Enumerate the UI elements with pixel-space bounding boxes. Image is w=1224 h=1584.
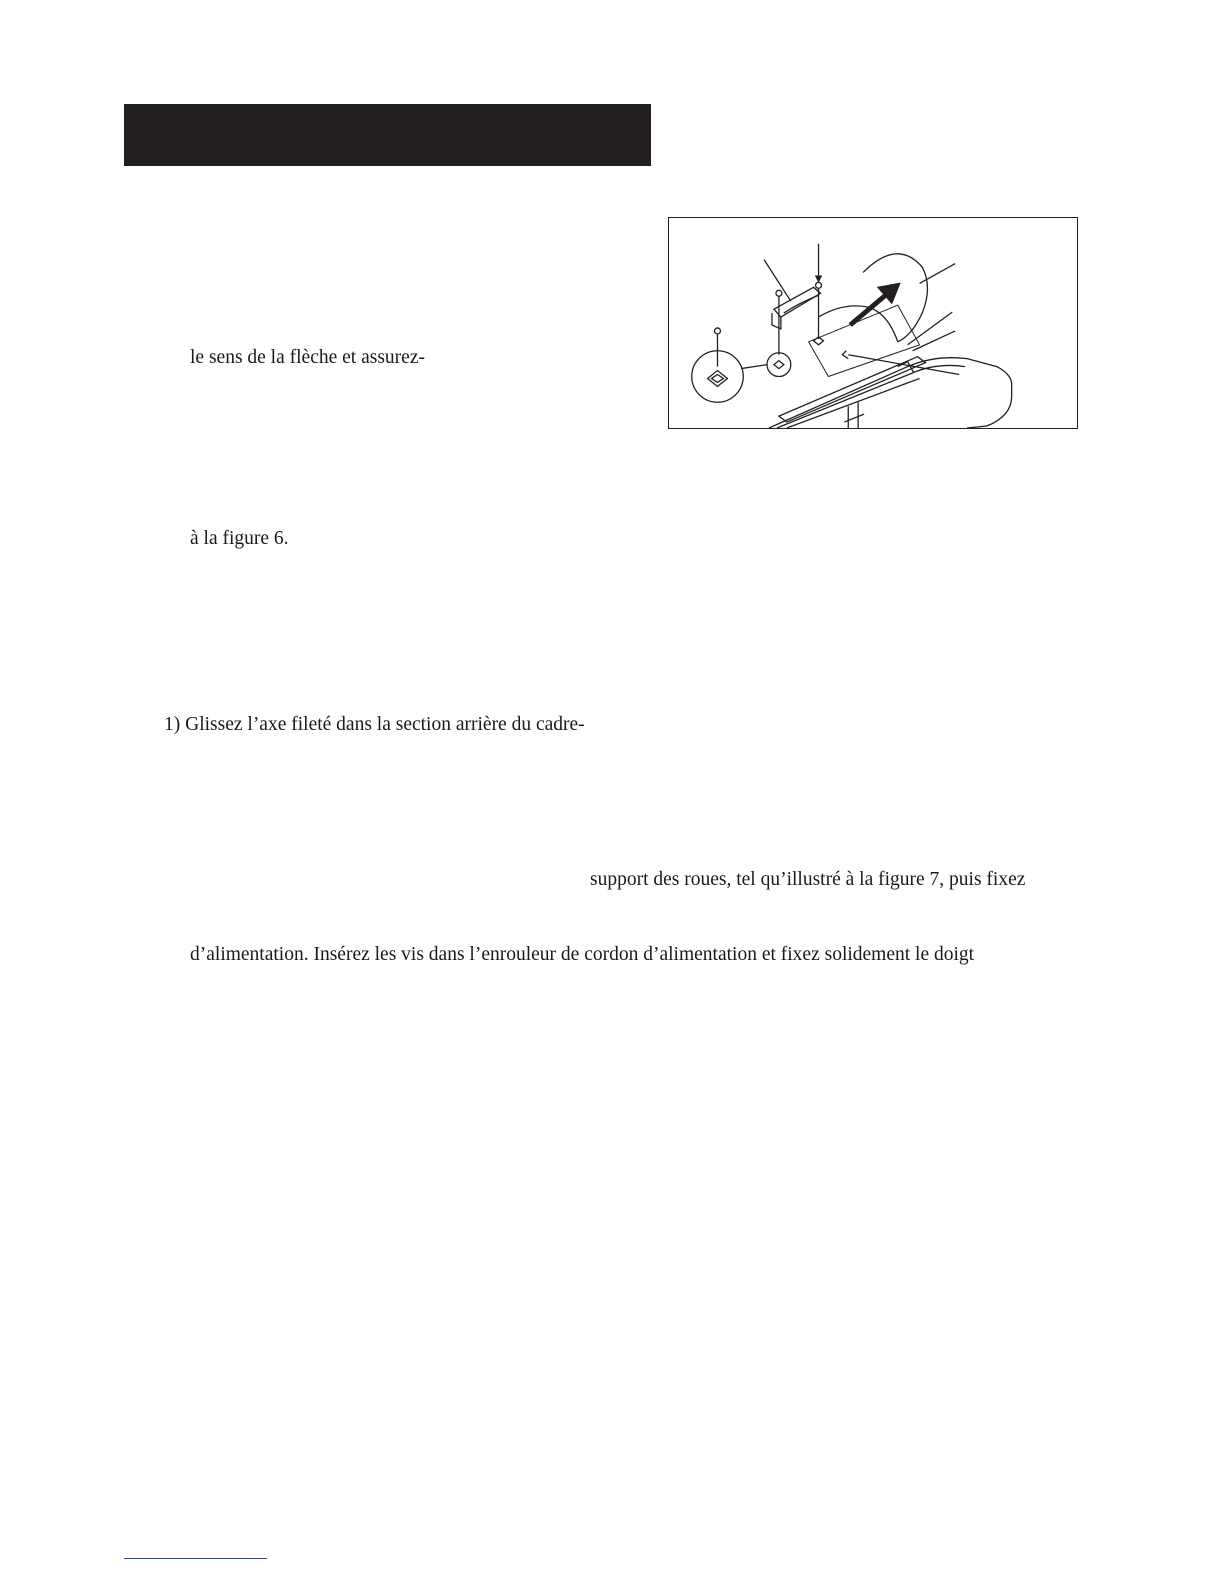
instruction-line-4: support des roues, tel qu’illustré à la figure 7, puis fixez (590, 869, 1026, 890)
instruction-line-1: le sens de la flèche et assurez- (190, 347, 425, 368)
instruction-line-2: à la figure 6. (190, 528, 289, 549)
footnote-rule (124, 1558, 267, 1559)
section-header-bar (124, 104, 651, 166)
assembly-figure (668, 217, 1078, 429)
handle-assembly-diagram-icon (669, 218, 1077, 428)
instruction-step-1: 1) Glissez l’axe fileté dans la section arrière du cadre- (164, 714, 585, 735)
instruction-line-5: d’alimentation. Insérez les vis dans l’enrouleur de cordon d’alimentation et fixez solidement le doigt (190, 944, 975, 965)
